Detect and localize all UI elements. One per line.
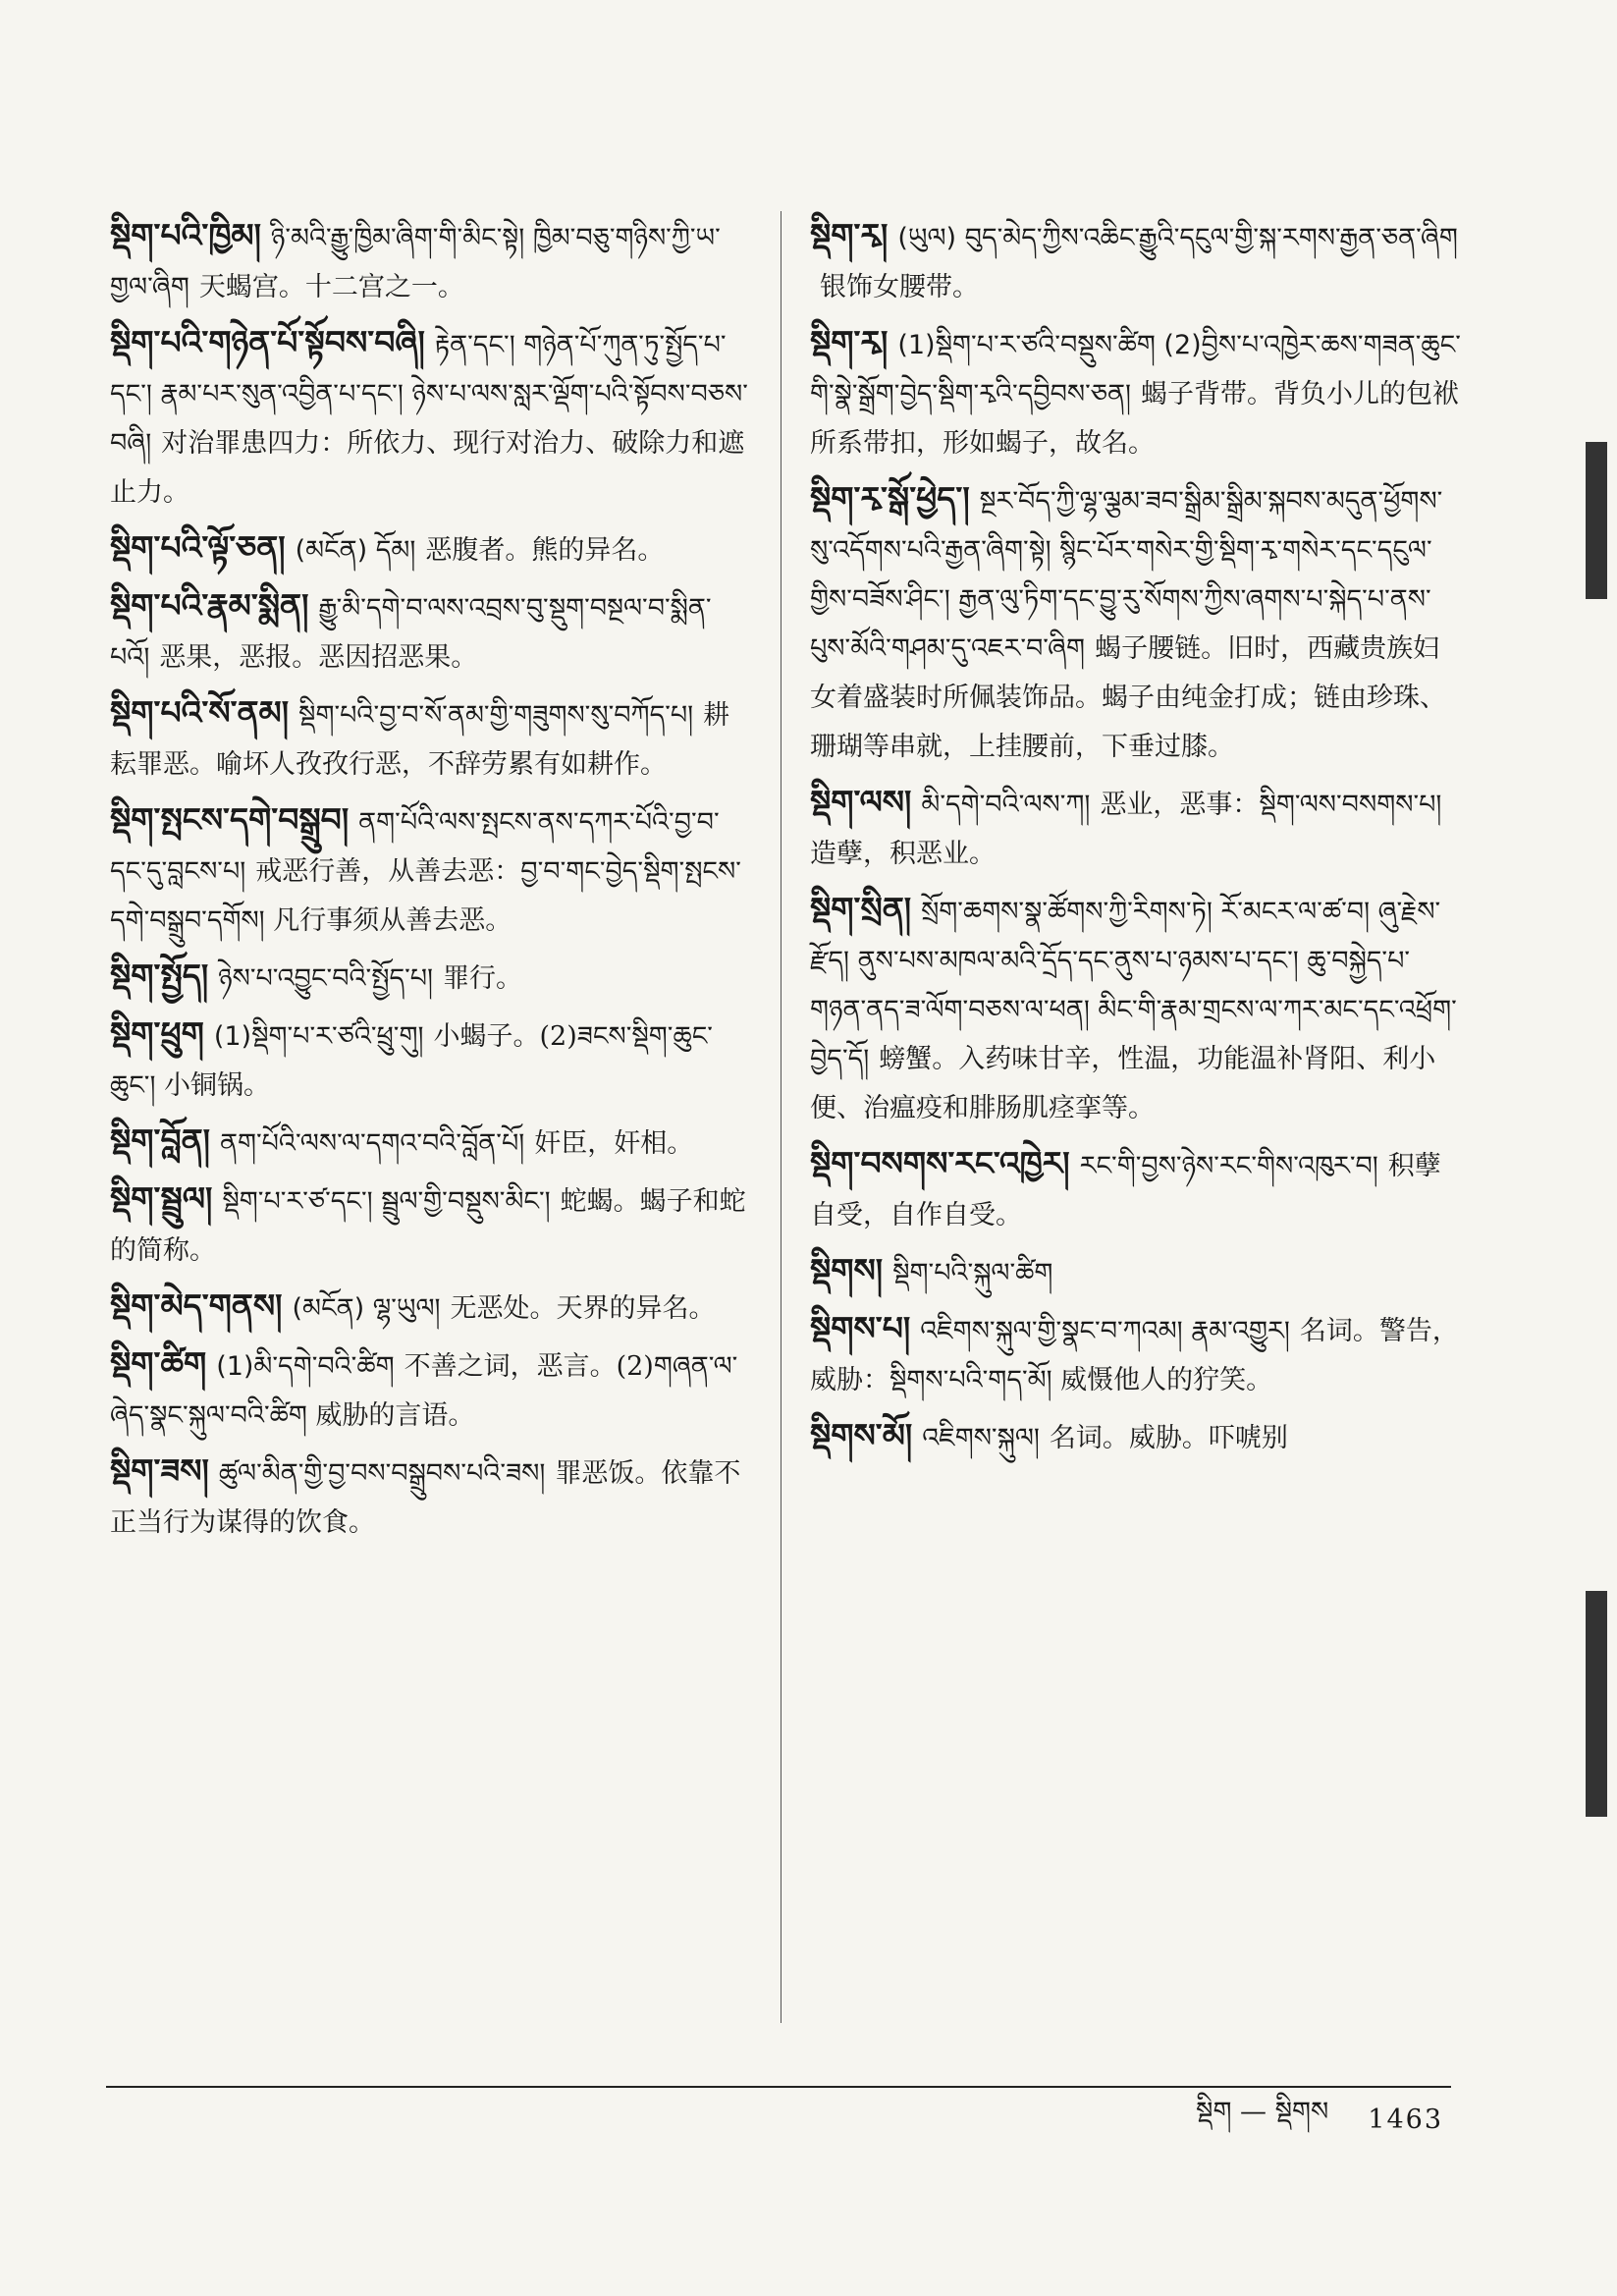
headword: སྡིག་མེད་གནས། bbox=[110, 1286, 283, 1325]
translation: 对治罪患四力：所依力、现行对治力、破除力和遮止力。 bbox=[110, 428, 745, 508]
entry bbox=[110, 952, 748, 1004]
translation: 蝎子背带。背负小儿的包袱所系带扣，形如蝎子，故名。 bbox=[810, 379, 1459, 459]
entry bbox=[110, 1010, 748, 1111]
translation: 罪行。 bbox=[443, 963, 523, 994]
entry bbox=[810, 1411, 1466, 1463]
headword: སྡིག་པའི་ཁྱིམ། bbox=[110, 216, 261, 254]
definition: རང་གི་བྱས་ཉེས་རང་གིས་འཁུར་བ། bbox=[1079, 1151, 1378, 1181]
definition: སྡིག་པའི་བྱ་བ་སོ་ནམ་གྱི་གཟུགས་སུ་བཀོད་པ། bbox=[298, 700, 694, 731]
left-column bbox=[110, 211, 748, 1554]
definition: ཚུལ་མིན་གྱི་བྱ་བས་བསྒྲུབས་པའི་ཟས། bbox=[218, 1458, 546, 1489]
entry bbox=[110, 1117, 748, 1169]
edge-mark bbox=[1586, 1591, 1607, 1817]
translation: 螃蟹。入药味甘辛，性温，功能温补肾阳、利小便、治瘟疫和腓肠肌痉挛等。 bbox=[810, 1044, 1436, 1123]
translation: 名词。警告，威胁：སྡིགས་པའི་གད་མོ། 威慑他人的狞笑。 bbox=[810, 1316, 1459, 1395]
translation: 戒恶行善，从善去恶：བྱ་བ་གང་བྱེད་སྡིག་སྤངས་དགེ་བསྒྲུབ་དགོས། 凡行事须从善去恶。 bbox=[110, 856, 741, 936]
column-divider bbox=[781, 211, 782, 2023]
headword: སྡིག་རྭ་སྒོ་ཕྱེད་། bbox=[810, 479, 970, 518]
headword: སྡིག་བསགས་རང་འཁྱེར། bbox=[810, 1144, 1070, 1182]
definition: འཇིགས་སྐུལ། bbox=[922, 1423, 1040, 1453]
translation: 银饰女腰带。 bbox=[820, 272, 979, 302]
translation: 耕耘罪恶。喻坏人孜孜行恶，不辞劳累有如耕作。 bbox=[110, 700, 730, 780]
entry bbox=[110, 795, 748, 946]
headword: སྡིག་ཚིག bbox=[110, 1344, 207, 1383]
headword: སྡིག་སྲིན། bbox=[810, 890, 912, 928]
definition: (ཡུལ) བུད་མེད་ཀྱིས་འཆིང་རྒྱུའི་དངུལ་གྱི་སྐ་རགས་རྒྱན་ཅན་ཞིག bbox=[897, 223, 1458, 253]
entry bbox=[810, 1304, 1466, 1405]
entry bbox=[110, 1447, 748, 1548]
definition: (1)སྡིག་པ་ར་ཙའི་བསྡུས་ཚིག (2)བྱིས་པ་འཁྱེར་ཆས་གཟན་ཆུང་གི་སྣེ་སྒྲོག་བྱེད་སྡིག་རྭའི་དབྱིབས་ཅན། bbox=[810, 330, 1461, 410]
definition: སྡིག་པའི་སྐུལ་ཚིག bbox=[892, 1258, 1053, 1288]
translation: 奸臣，奸相。 bbox=[534, 1128, 694, 1159]
entry bbox=[110, 688, 748, 790]
headword: སྡིག་པའི་རྣམ་སྨིན། bbox=[110, 586, 309, 625]
entry bbox=[810, 474, 1466, 772]
right-column bbox=[810, 211, 1466, 1469]
headword: སྡིག་སྤྱོད། bbox=[110, 957, 209, 995]
translation: 天蝎宫。十二宫之一。 bbox=[198, 272, 464, 302]
definition: ནག་པོའི་ལས་ལ་དགའ་བའི་བློན་པོ། bbox=[219, 1128, 525, 1159]
guide-words: སྡིག — སྡིགས bbox=[1196, 2097, 1329, 2127]
headword: སྡིག་པའི་ལྟོ་ཅན། bbox=[110, 528, 286, 567]
headword: སྡིག་ལས། bbox=[810, 783, 912, 821]
definition: སྔར་བོད་ཀྱི་ལྷ་ལྕམ་ཟབ་སྒྲིམ་སྒྲིམ་སྐབས་མདུན་ཕྱོགས་སུ་འདོགས་པའི་རྒྱན་ཞིག་སྟེ། སྙིང་པོར་གསེར་གྱི་སྡིག་རྭ་གསེར་དང་དངུལ་གྱིས་བཟོས་ཤིང་། རྒྱན་ལུ་ཏིག་དང་བྱུ་རུ་སོགས་ཀྱིས་ཞགས་པ་སྐེད་པ་ནས་པུས་མོའི་གཤམ་དུ་འཇར་བ་ཞིག bbox=[810, 486, 1443, 664]
entry bbox=[810, 885, 1466, 1133]
headword: སྡིག་སྤངས་དགེ་བསྒྲུབ། bbox=[110, 800, 350, 839]
entry bbox=[810, 1139, 1466, 1240]
definition: འཇིགས་སྐུལ་གྱི་སྣང་བ་ཀའམ། རྣམ་འགྱུར། bbox=[920, 1316, 1290, 1346]
entry bbox=[110, 523, 748, 575]
definition: མི་དགེ་བའི་ལས་ཀ། bbox=[921, 790, 1091, 820]
definition: སྡིག་པ་ར་ཙ་དང་། སྦྲུལ་གྱི་བསྡུས་མིང་། bbox=[222, 1186, 551, 1217]
translation: 名词。威胁。吓唬别 bbox=[1049, 1423, 1288, 1453]
definition: རྒྱུ་མི་དགེ་བ་ལས་འབྲས་བུ་སྡུག་བསྔལ་བ་སྨིན་པའོ། bbox=[110, 593, 712, 673]
page-footer bbox=[1149, 2090, 1443, 2149]
edge-mark bbox=[1586, 442, 1607, 599]
headword: སྡིགས། bbox=[810, 1251, 884, 1289]
headword: སྡིག་ཕྲུག bbox=[110, 1014, 204, 1053]
headword: སྡིག་པའི་སོ་ནམ། bbox=[110, 693, 290, 732]
headword: སྡིག་པའི་གཉེན་པོ་སྟོབས་བཞི། bbox=[110, 323, 425, 361]
headword: སྡིག་རྭ། bbox=[810, 216, 889, 254]
headword: སྡིག་སྦྲུལ། bbox=[110, 1179, 213, 1218]
translation: 恶果，恶报。恶因招恶果。 bbox=[159, 642, 478, 673]
translation: 无恶处。天界的异名。 bbox=[450, 1293, 716, 1324]
definition: (མངོན) དོམ། bbox=[295, 535, 416, 566]
entry bbox=[110, 318, 748, 518]
translation: 蛇蝎。蝎子和蛇的简称。 bbox=[110, 1186, 746, 1266]
translation: 不善之词，恶言。(2)གཞན་ལ་ཞེད་སྣང་སྐུལ་བའི་ཚིག 威胁的言语。 bbox=[110, 1351, 738, 1431]
definition: ཉེས་པ་འབྱུང་བའི་སྤྱོད་པ། bbox=[218, 963, 434, 994]
entry bbox=[110, 1339, 748, 1441]
headword: སྡིག་བློན། bbox=[110, 1121, 210, 1160]
translation: 恶业，恶事：སྡིག་ལས་བསགས་པ། 造孽，积恶业。 bbox=[810, 790, 1442, 869]
entry bbox=[110, 1175, 748, 1276]
definition: ནག་པོའི་ལས་སྤངས་ནས་དཀར་པོའི་བྱ་བ་དང་དུ་བླངས་པ། bbox=[110, 807, 720, 887]
headword: སྡིགས་མོ། bbox=[810, 1416, 913, 1454]
definition: རྟེན་དང་། གཉེན་པོ་ཀུན་ཏུ་སྤྱོད་པ་དང་། རྣམ་པར་སུན་འབྱིན་པ་དང་། ཉེས་པ་ལས་སླར་ལྡོག་པའི་སྟོབས་བཅས་བཞི། bbox=[110, 330, 748, 459]
entry bbox=[810, 778, 1466, 879]
translation: 恶腹者。熊的异名。 bbox=[425, 535, 665, 566]
page-number: 1463 bbox=[1368, 2104, 1443, 2135]
headword: སྡིག་ཟས། bbox=[110, 1451, 209, 1490]
translation: 积孽自受，自作自受。 bbox=[810, 1151, 1441, 1230]
definition: སྲོག་ཆགས་སྣ་ཚོགས་ཀྱི་རིགས་ཏེ། རོ་མངར་ལ་ཚ་བ། ཞུ་རྗེས་རྫོད། ནུས་པས་མཁལ་མའི་དྲོད་དང་ནུས་པ་ཉམས་པ་དང་། ཆུ་བསྐྱེད་པ་གཉན་ནད་ཟ་ལོག་བཅས་ལ་ཕན། མིང་གི་རྣམ་གྲངས་ལ་ཀར་མང་དང་འཕྲོག་བྱེད་དོ། bbox=[810, 897, 1457, 1074]
headword: སྡིགས་པ། bbox=[810, 1309, 911, 1347]
entry bbox=[810, 318, 1466, 468]
entry bbox=[110, 211, 748, 312]
definition: (1)སྡིག་པ་ར་ཙའི་ཕྲུ་གུ། bbox=[213, 1021, 424, 1052]
entry bbox=[110, 1282, 748, 1334]
translation: 蝎子腰链。旧时，西藏贵族妇女着盛装时所佩装饰品。蝎子由纯金打成；链由珍珠、珊瑚等串就，上挂腰前，下垂过膝。 bbox=[810, 633, 1446, 762]
definition: ཉི་མའི་རྒྱུ་ཁྱིམ་ཞིག་གི་མིང་སྟེ། ཁྱིམ་བཅུ་གཉིས་ཀྱི་ཡ་གྱལ་ཞིག bbox=[110, 223, 721, 302]
definition: (མངོན) ལྷ་ཡུལ། bbox=[292, 1293, 441, 1324]
translation: 小蝎子。(2)ཟངས་སྡིག་ཆུང་ཆུང་། 小铜锅。 bbox=[110, 1021, 713, 1101]
entry bbox=[810, 1246, 1466, 1298]
definition: (1)མི་དགེ་བའི་ཚིག bbox=[216, 1351, 395, 1382]
translation: 罪恶饭。依靠不正当行为谋得的饮食。 bbox=[110, 1458, 741, 1538]
entry bbox=[110, 581, 748, 683]
scan-edge-marks bbox=[1578, 59, 1617, 2288]
entry bbox=[810, 211, 1466, 312]
headword: སྡིག་རྭ། bbox=[810, 323, 889, 361]
